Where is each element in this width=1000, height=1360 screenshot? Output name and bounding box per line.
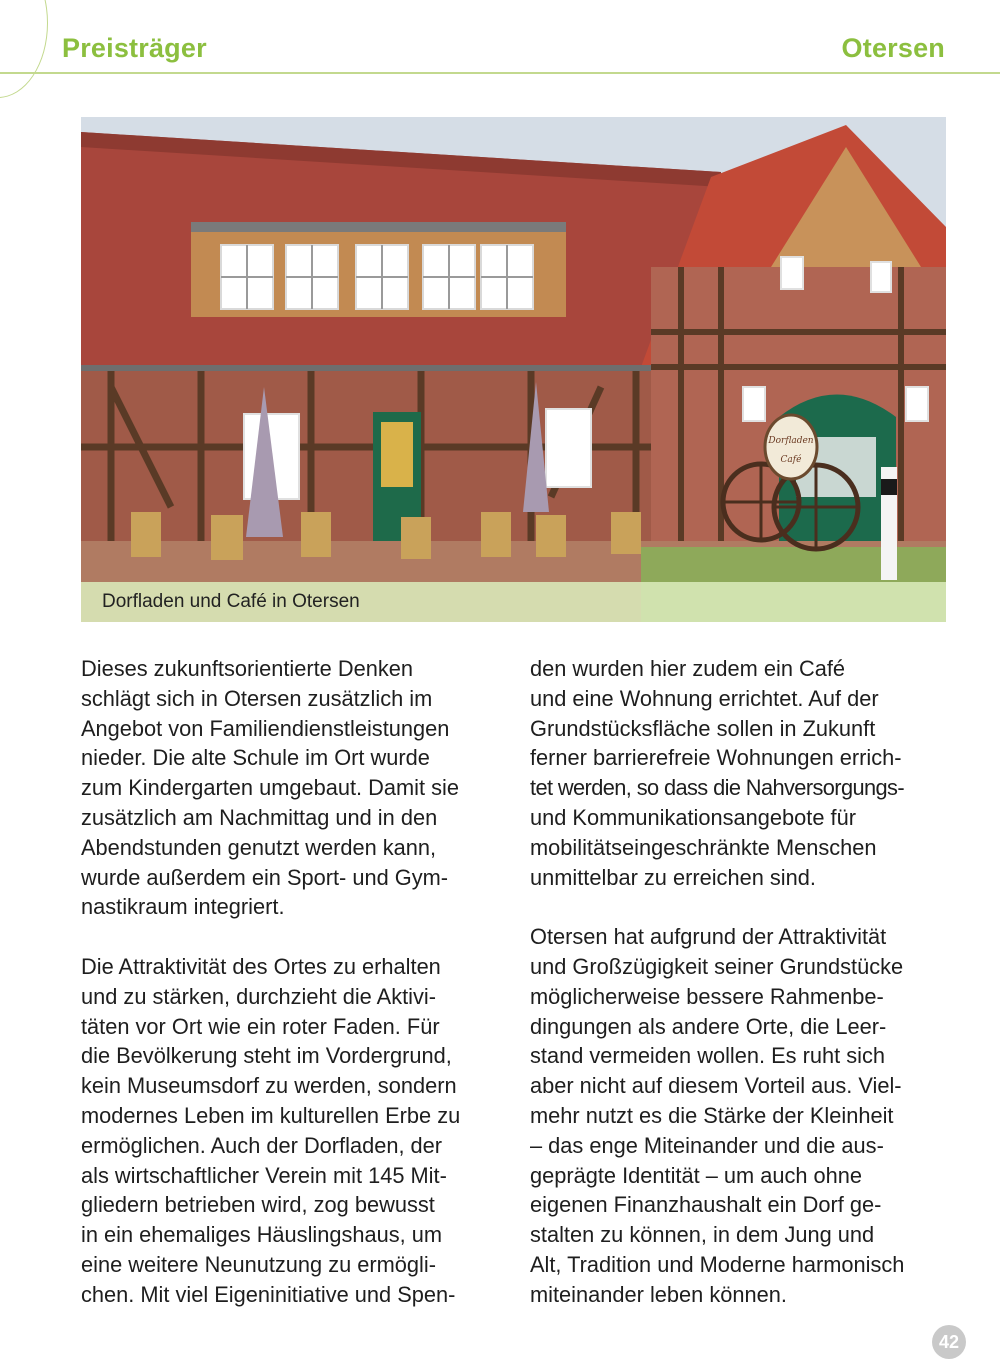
building-illustration — [81, 117, 946, 622]
text-line: stalten zu können, in dem Jung und — [530, 1222, 875, 1248]
text-line: und eine Wohnung errichtet. Auf der — [530, 685, 879, 711]
text-line: in ein ehemaliges Häuslingshaus, um — [81, 1222, 443, 1248]
photo-caption: Dorfladen und Café in Otersen — [102, 591, 360, 612]
text-line: zusätzlich am Nachmittag und in den — [81, 804, 438, 830]
text-line: Angebot von Familiendienstleistungen — [81, 715, 450, 741]
text-line: eigenen Finanzhaushalt ein Dorf ge- — [530, 1192, 882, 1218]
text-line: als wirtschaftlicher Verein mit 145 Mit- — [81, 1162, 447, 1188]
text-line: unmittelbar zu erreichen sind. — [530, 864, 816, 890]
text-line: und zu stärken, durchzieht die Aktivi- — [81, 983, 436, 1009]
paragraph-family-services — [81, 654, 501, 922]
place-title: Otersen — [841, 33, 945, 63]
section-title: Preisträger — [62, 33, 207, 63]
header-rule — [0, 72, 1000, 74]
paragraph-attractiveness — [81, 952, 501, 1310]
text-column-left — [81, 654, 501, 1339]
shop-sign — [765, 415, 817, 479]
text-line: ferner barrierefreie Wohnungen errich- — [530, 745, 902, 771]
text-line: zum Kindergarten umgebaut. Damit sie — [81, 775, 459, 801]
text-line: möglicherweise bessere Rahmenbe- — [530, 983, 884, 1009]
text-line: geprägte Identität – um auch ohne — [530, 1162, 863, 1188]
text-line: mehr nutzt es die Stärke der Kleinheit — [530, 1102, 894, 1128]
sign-text-dorfladen: Dorfladen — [768, 436, 814, 446]
sign-text-cafe: Café — [780, 455, 802, 465]
text-line: aber nicht auf diesem Vorteil aus. Viel- — [530, 1073, 902, 1099]
page-number-badge: 42 — [932, 1325, 966, 1359]
text-line: Abendstunden genutzt werden kann, — [81, 834, 437, 860]
text-line: stand vermeiden wollen. Es ruht sich — [530, 1043, 885, 1069]
text-line: miteinander leben können. — [530, 1281, 787, 1307]
text-line: modernes Leben im kulturellen Erbe zu — [81, 1102, 461, 1128]
photo-dorfladen — [81, 117, 946, 622]
text-line: tet werden, so dass die Nahversorgungs- — [530, 775, 904, 801]
text-column-right — [530, 654, 950, 1339]
text-line: – das enge Miteinander und die aus- — [530, 1132, 884, 1158]
text-line: gliedern betrieben wird, zog bewusst — [81, 1192, 435, 1218]
corner-decoration-arc — [0, 0, 48, 98]
text-line: nieder. Die alte Schule im Ort wurde — [81, 745, 430, 771]
text-line: und Kommunikationsangebote für — [530, 804, 856, 830]
text-line: Grundstücksfläche sollen in Zukunft — [530, 715, 876, 741]
text-line: den wurden hier zudem ein Café — [530, 656, 846, 681]
text-line: mobilitätseingeschränkte Menschen — [530, 834, 877, 860]
text-line: chen. Mit viel Eigeninitiative und Spen- — [81, 1281, 456, 1307]
text-line: nastikraum integriert. — [81, 894, 285, 920]
paragraph-cafe-apartment — [530, 654, 950, 892]
text-line: kein Museumsdorf zu werden, sondern — [81, 1073, 457, 1099]
text-line: Dieses zukunftsorientierte Denken — [81, 656, 413, 681]
text-line: täten vor Ort wie ein roter Faden. Für — [81, 1013, 440, 1039]
paragraph-otersen-strength — [530, 922, 950, 1309]
text-line: und Großzügigkeit seiner Grundstücke — [530, 953, 904, 979]
text-line: Otersen hat aufgrund der Attraktivität — [530, 924, 887, 950]
text-line: Die Attraktivität des Ortes zu erhalten — [81, 953, 441, 979]
text-line: schlägt sich in Otersen zusätzlich im — [81, 685, 433, 711]
text-line: wurde außerdem ein Sport- und Gym- — [81, 864, 449, 890]
text-line: Alt, Tradition und Moderne harmonisch — [530, 1251, 905, 1277]
text-line: dingungen als andere Orte, die Leer- — [530, 1013, 887, 1039]
text-line: eine weitere Neunutzung zu ermögli- — [81, 1251, 436, 1277]
text-line: ermöglichen. Auch der Dorfladen, der — [81, 1132, 443, 1158]
text-line: die Bevölkerung steht im Vordergrund, — [81, 1043, 452, 1069]
